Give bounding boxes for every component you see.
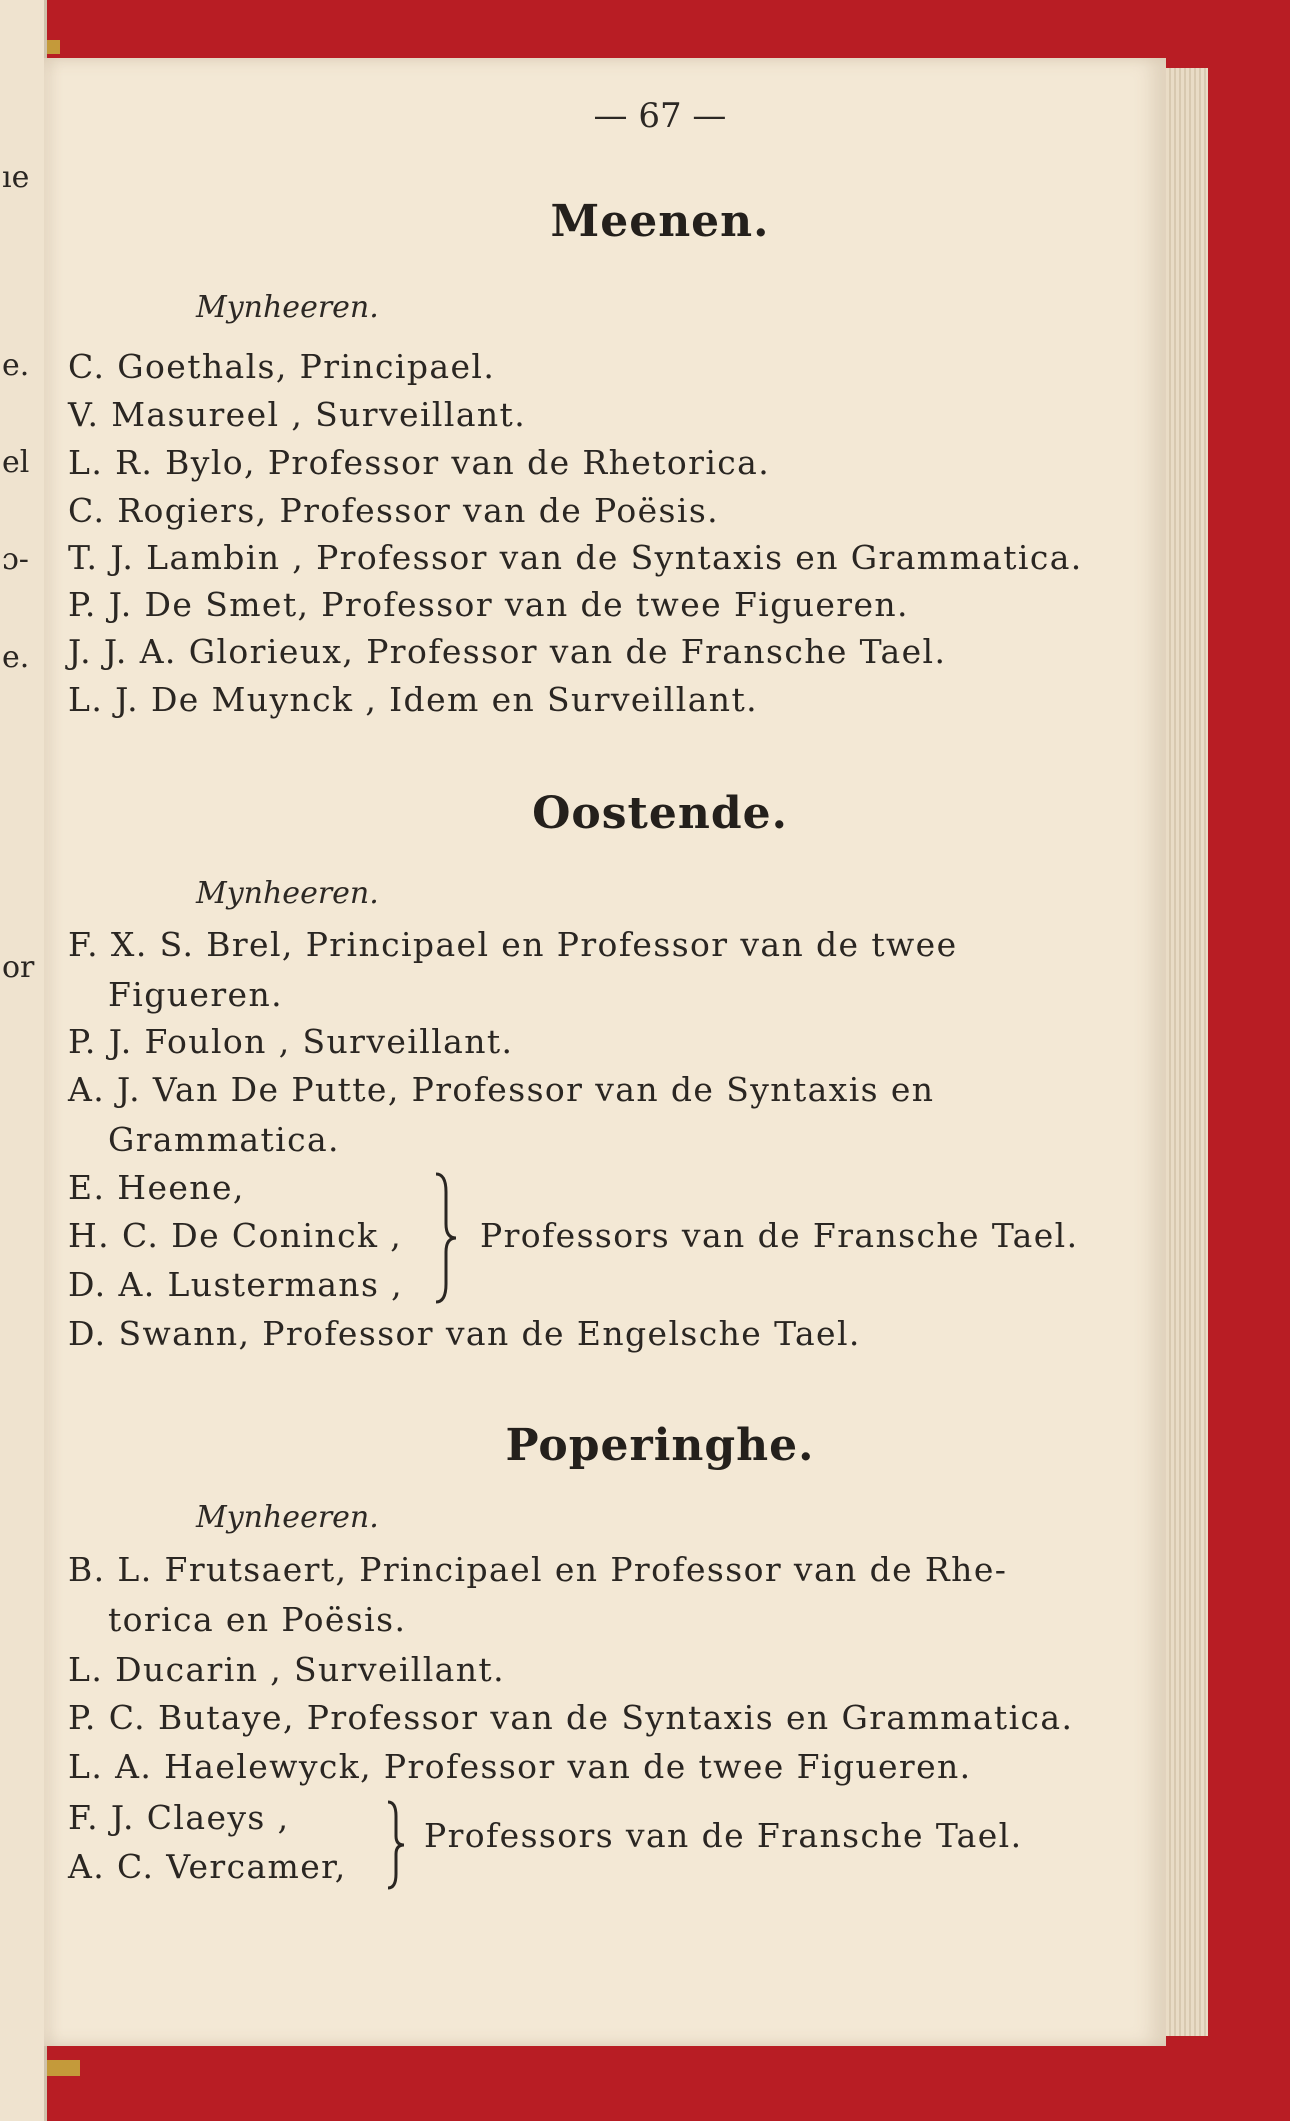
salutation: Mynheeren.	[196, 1500, 379, 1535]
staff-line: L. A. Haelewyck, Professor van de twee Figueren.	[68, 1747, 972, 1786]
group-brace	[432, 1172, 460, 1304]
group-role: Professors van de Fransche Tael.	[424, 1816, 1023, 1855]
staff-line: J. J. A. Glorieux, Professor van de Fransche Tael.	[68, 632, 947, 671]
left-fragment: e.	[2, 640, 30, 675]
page-block-edge	[1166, 68, 1208, 2036]
staff-line: P. C. Butaye, Professor van de Syntaxis en Grammatica.	[68, 1698, 1074, 1737]
left-fragment: ıe	[2, 160, 30, 195]
staff-line: B. L. Frutsaert, Principael en Professor van de Rhe-	[68, 1550, 1008, 1589]
staff-line: T. J. Lambin , Professor van de Syntaxis en Grammatica.	[68, 538, 1083, 577]
group-name: H. C. De Coninck ,	[68, 1216, 403, 1255]
salutation: Mynheeren.	[196, 290, 379, 325]
staff-line-continuation: Figueren.	[108, 975, 284, 1014]
staff-line: F. X. S. Brel, Principael en Professor van de twee	[68, 925, 958, 964]
staff-line: L. J. De Muynck , Idem en Surveillant.	[68, 680, 758, 719]
staff-line: C. Rogiers, Professor van de Poësis.	[68, 491, 720, 530]
section-heading-poperinghe: Poperinghe.	[505, 1420, 815, 1471]
left-fragment: or	[2, 950, 35, 985]
staff-line: A. J. Van De Putte, Professor van de Syntaxis en	[68, 1070, 935, 1109]
left-fragment: el	[2, 445, 30, 480]
staff-line: C. Goethals, Principael.	[68, 347, 496, 386]
staff-line-continuation: Grammatica.	[108, 1120, 340, 1159]
left-fragment: e.	[2, 348, 30, 383]
group-name: F. J. Claeys ,	[68, 1798, 290, 1837]
cover-top	[0, 0, 1290, 58]
staff-line-continuation: torica en Poësis.	[108, 1600, 407, 1639]
staff-line: L. R. Bylo, Professor van de Rhetorica.	[68, 443, 771, 482]
left-page-edge	[0, 0, 47, 2121]
left-fragment: ɔ-	[2, 542, 29, 577]
group-brace	[384, 1800, 408, 1890]
staff-line: D. Swann, Professor van de Engelsche Tael.	[68, 1314, 861, 1353]
staff-line: L. Ducarin , Surveillant.	[68, 1650, 505, 1689]
page-number: — 67 —	[593, 96, 727, 136]
staff-line: P. J. Foulon , Surveillant.	[68, 1022, 514, 1061]
cover-bottom	[0, 2050, 1290, 2121]
section-heading-oostende: Oostende.	[532, 788, 788, 839]
section-heading-meenen: Meenen.	[550, 196, 770, 247]
group-name: A. C. Vercamer,	[68, 1847, 347, 1886]
staff-line: P. J. De Smet, Professor van de twee Figueren.	[68, 585, 909, 624]
salutation: Mynheeren.	[196, 876, 379, 911]
group-name: D. A. Lustermans ,	[68, 1265, 404, 1304]
group-name: E. Heene,	[68, 1168, 245, 1207]
staff-line: V. Masureel , Surveillant.	[68, 395, 527, 434]
group-role: Professors van de Fransche Tael.	[480, 1216, 1079, 1255]
